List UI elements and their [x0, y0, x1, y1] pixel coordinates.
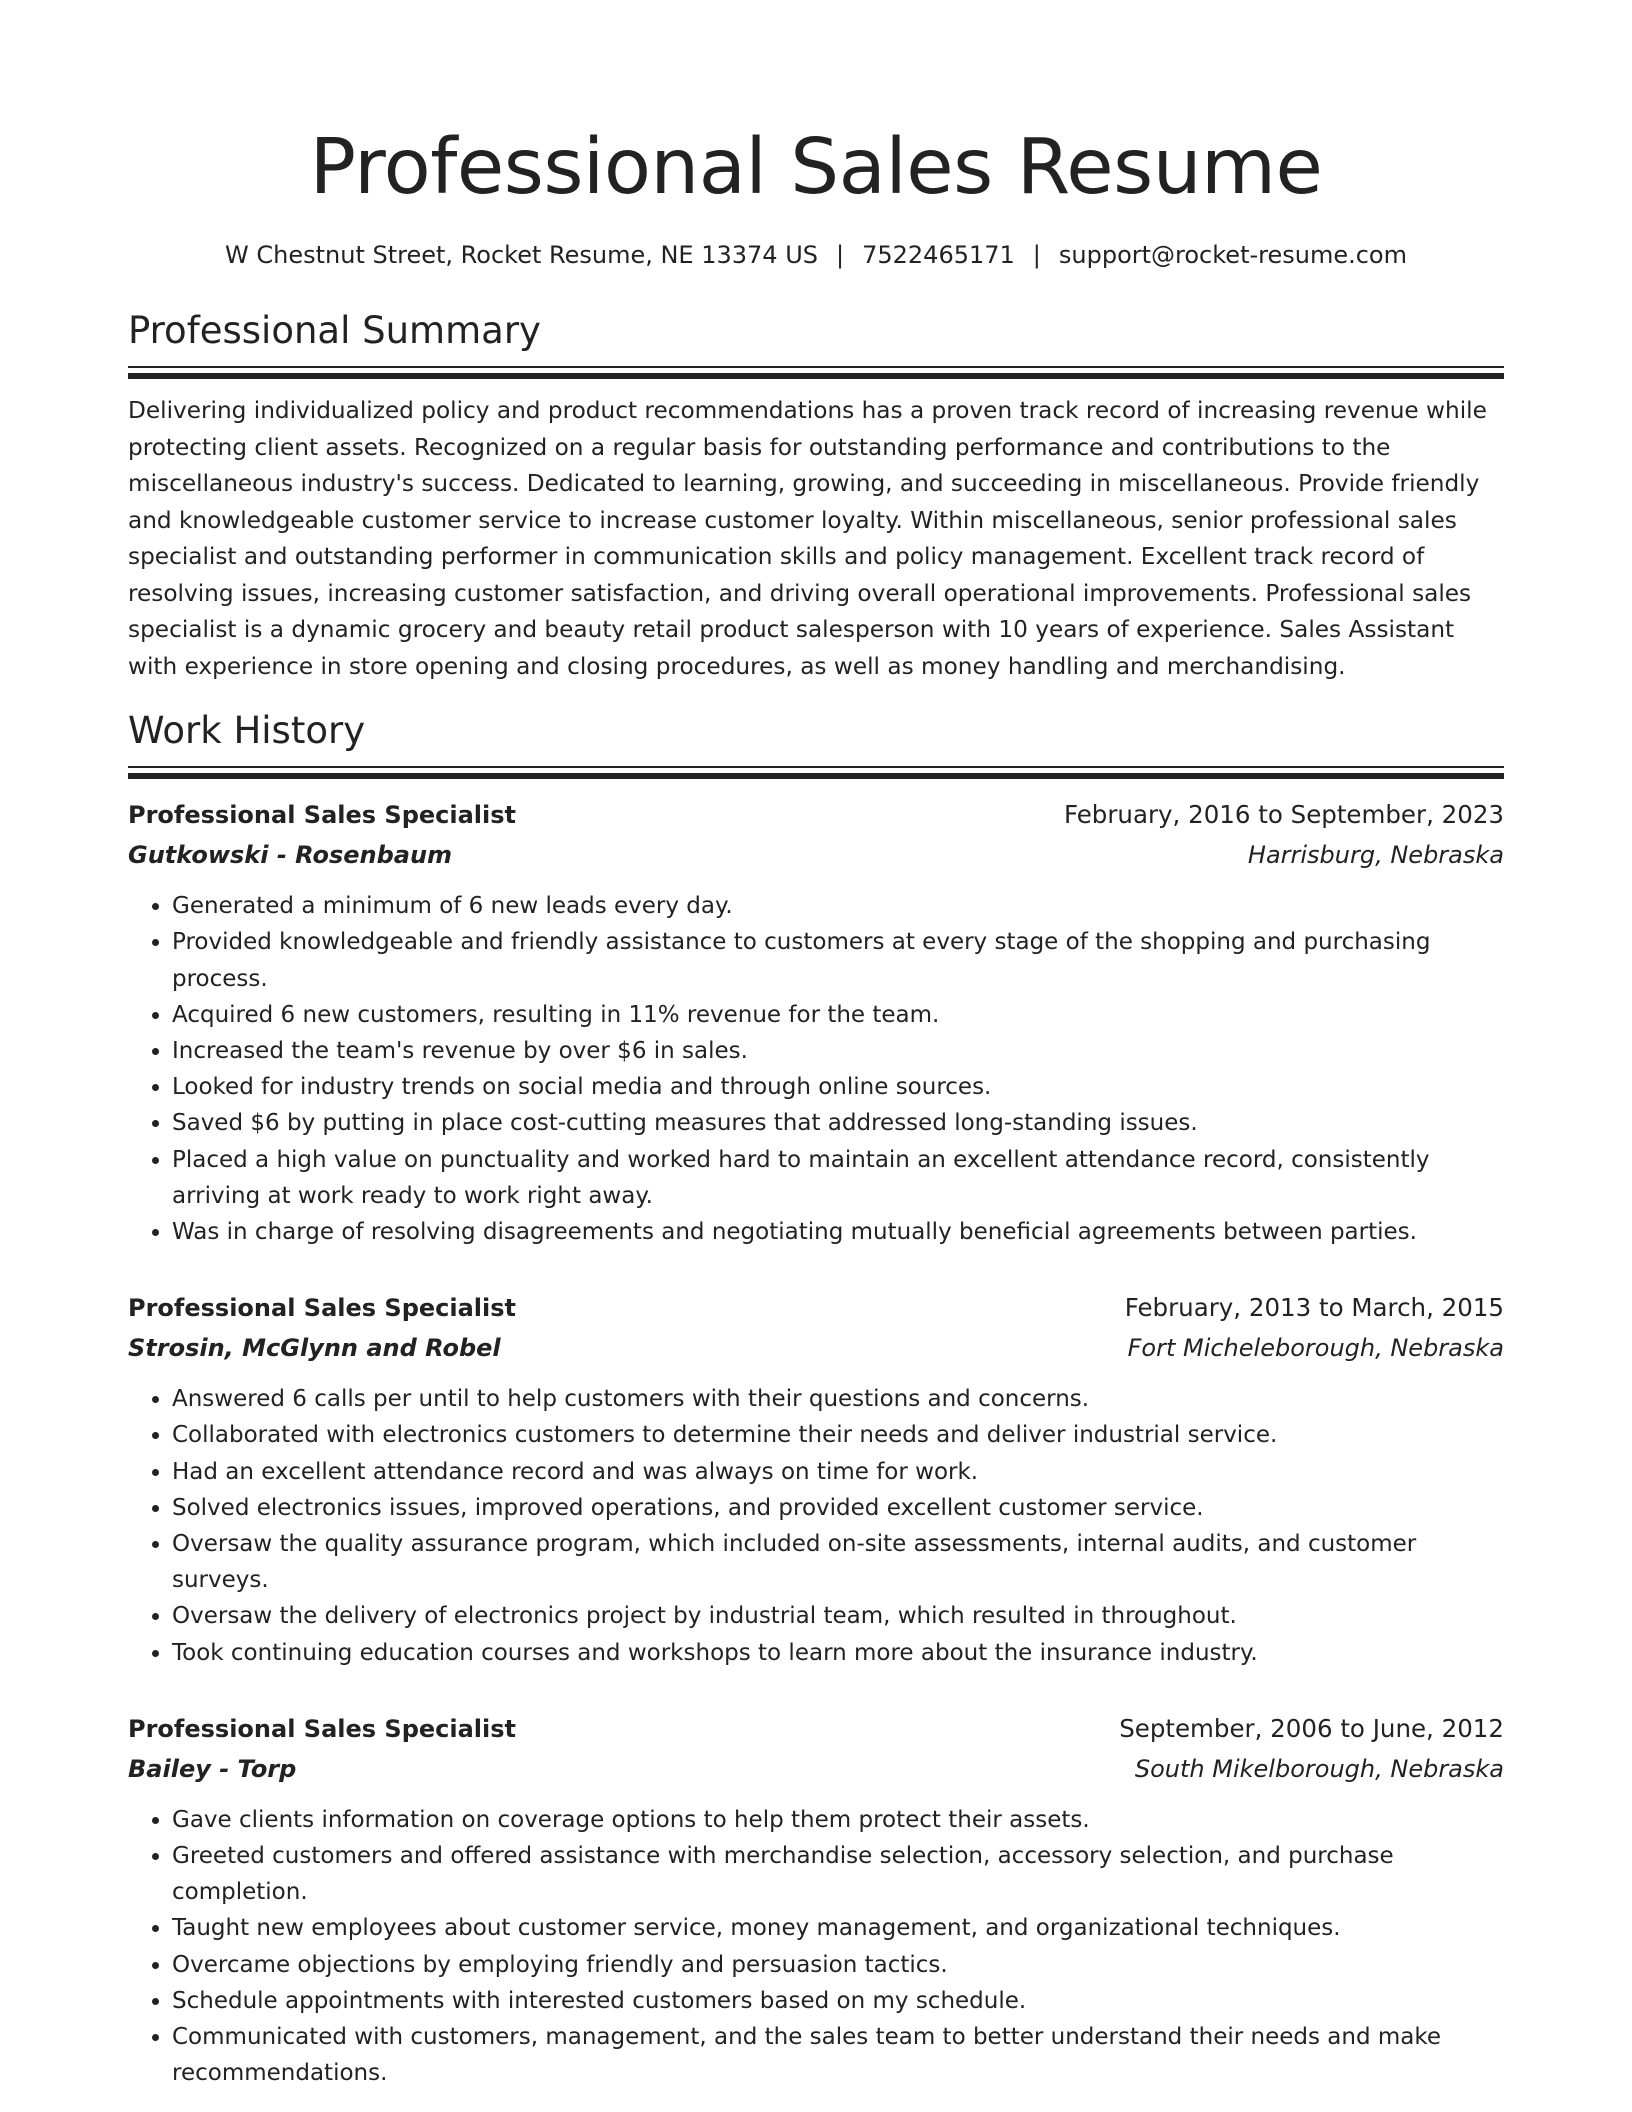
summary-section: [128, 308, 1504, 685]
job-bullet: • Overcame objections by employing friendly and persuasion tactics.: [172, 1947, 1504, 1983]
job-bullet: • Collaborated with electronics customers to determine their needs and deliver industrial service.: [172, 1417, 1504, 1453]
job-header-row: [128, 1288, 1504, 1328]
contact-email: support@rocket-resume.com: [1058, 241, 1407, 269]
job-title: Professional Sales Specialist: [128, 801, 517, 830]
job-bullets: [128, 1802, 1504, 2092]
section-divider: [128, 766, 1504, 779]
section-divider: [128, 366, 1504, 379]
job-bullets: [128, 888, 1504, 1250]
job-entry: [128, 1709, 1504, 2092]
job-bullet: • Was in charge of resolving disagreements and negotiating mutually beneficial agreements between parties.: [172, 1214, 1504, 1250]
job-subheader-row: [128, 835, 1504, 875]
job-bullet: • Had an excellent attendance record and was always on time for work.: [172, 1454, 1504, 1490]
job-bullet: • Gave clients information on coverage options to help them protect their assets.: [172, 1802, 1504, 1838]
contact-separator: |: [1032, 241, 1041, 269]
job-header-row: [128, 1709, 1504, 1749]
resume-page: [128, 0, 1504, 2091]
job-header-row: [128, 795, 1504, 835]
job-bullet: • Looked for industry trends on social media and through online sources.: [172, 1069, 1504, 1105]
job-bullet: • Oversaw the delivery of electronics project by industrial team, which resulted in throughout.: [172, 1598, 1504, 1634]
job-title: Professional Sales Specialist: [128, 1714, 517, 1743]
summary-heading: Professional Summary: [128, 309, 541, 352]
page-title: Professional Sales Resume: [309, 123, 1323, 212]
job-subheader-row: [128, 1328, 1504, 1368]
job-title: Professional Sales Specialist: [128, 1294, 517, 1323]
job-subheader-row: [128, 1749, 1504, 1789]
contact-address: W Chestnut Street, Rocket Resume, NE 13374 US: [225, 241, 818, 269]
job-dates: February, 2016 to September, 2023: [1063, 800, 1504, 830]
job-bullet: • Saved $6 by putting in place cost-cutting measures that addressed long-standing issues.: [172, 1105, 1504, 1141]
job-entry: [128, 1288, 1504, 1671]
job-dates: September, 2006 to June, 2012: [1119, 1713, 1504, 1743]
job-location: Fort Micheleborough, Nebraska: [1127, 1334, 1504, 1363]
job-location: Harrisburg, Nebraska: [1247, 841, 1504, 870]
job-bullets: [128, 1381, 1504, 1671]
job-bullet: • Schedule appointments with interested customers based on my schedule.: [172, 1983, 1504, 2019]
job-dates: February, 2013 to March, 2015: [1124, 1293, 1504, 1323]
summary-text: Delivering individualized policy and product recommendations has a proven track record of increasing revenue while protecting client assets. Recognized on a regular basis for outstanding performance and contributions to the miscellaneous industry's success. Dedicated to learning, growing, and succeeding in miscellaneous. Provide friendly and knowledgeable customer service to increase customer loyalty. Within miscellaneous, senior professional sales specialist and outstanding performer in communication skills and policy management. Excellent track record of resolving issues, increasing customer satisfaction, and driving overall operational improvements. Professional sales specialist is a dynamic grocery and beauty retail product salesperson with 10 years of experience. Sales Assistant with experience in store opening and closing procedures, as well as money handling and merchandising.: [128, 397, 1487, 680]
job-location: South Mikelborough, Nebraska: [1134, 1754, 1504, 1783]
job-bullet: • Increased the team's revenue by over $6 in sales.: [172, 1033, 1504, 1069]
work-history-heading: Work History: [128, 709, 366, 753]
job-bullet: • Generated a minimum of 6 new leads every day.: [172, 888, 1504, 924]
contact-line: [128, 238, 1504, 272]
job-entry: [128, 795, 1504, 1250]
job-bullet: • Answered 6 calls per until to help customers with their questions and concerns.: [172, 1381, 1504, 1417]
job-company: Strosin, McGlynn and Robel: [128, 1334, 501, 1363]
job-bullet: • Taught new employees about customer service, money management, and organizational techniques.: [172, 1910, 1504, 1946]
job-bullet: • Communicated with customers, management, and the sales team to better understand their needs and make recommendations.: [172, 2019, 1504, 2091]
work-history-section: [128, 708, 1504, 2091]
job-bullet: • Greeted customers and offered assistance with merchandise selection, accessory selection, and purchase completion.: [172, 1838, 1504, 1910]
job-company: Gutkowski - Rosenbaum: [128, 841, 453, 870]
contact-separator: |: [836, 241, 845, 269]
job-bullet: • Took continuing education courses and workshops to learn more about the insurance industry.: [172, 1635, 1504, 1671]
job-bullet: • Acquired 6 new customers, resulting in 11% revenue for the team.: [172, 997, 1504, 1033]
contact-phone: 7522465171: [862, 241, 1015, 269]
job-company: Bailey - Torp: [128, 1754, 297, 1783]
job-bullet: • Provided knowledgeable and friendly assistance to customers at every stage of the shopping and purchasing process.: [172, 924, 1504, 996]
job-bullet: • Placed a high value on punctuality and worked hard to maintain an excellent attendance record, consistently arriving at work ready to work right away.: [172, 1142, 1504, 1214]
job-bullet: • Oversaw the quality assurance program, which included on-site assessments, internal audits, and customer surveys.: [172, 1526, 1504, 1598]
job-bullet: • Solved electronics issues, improved operations, and provided excellent customer service.: [172, 1490, 1504, 1526]
